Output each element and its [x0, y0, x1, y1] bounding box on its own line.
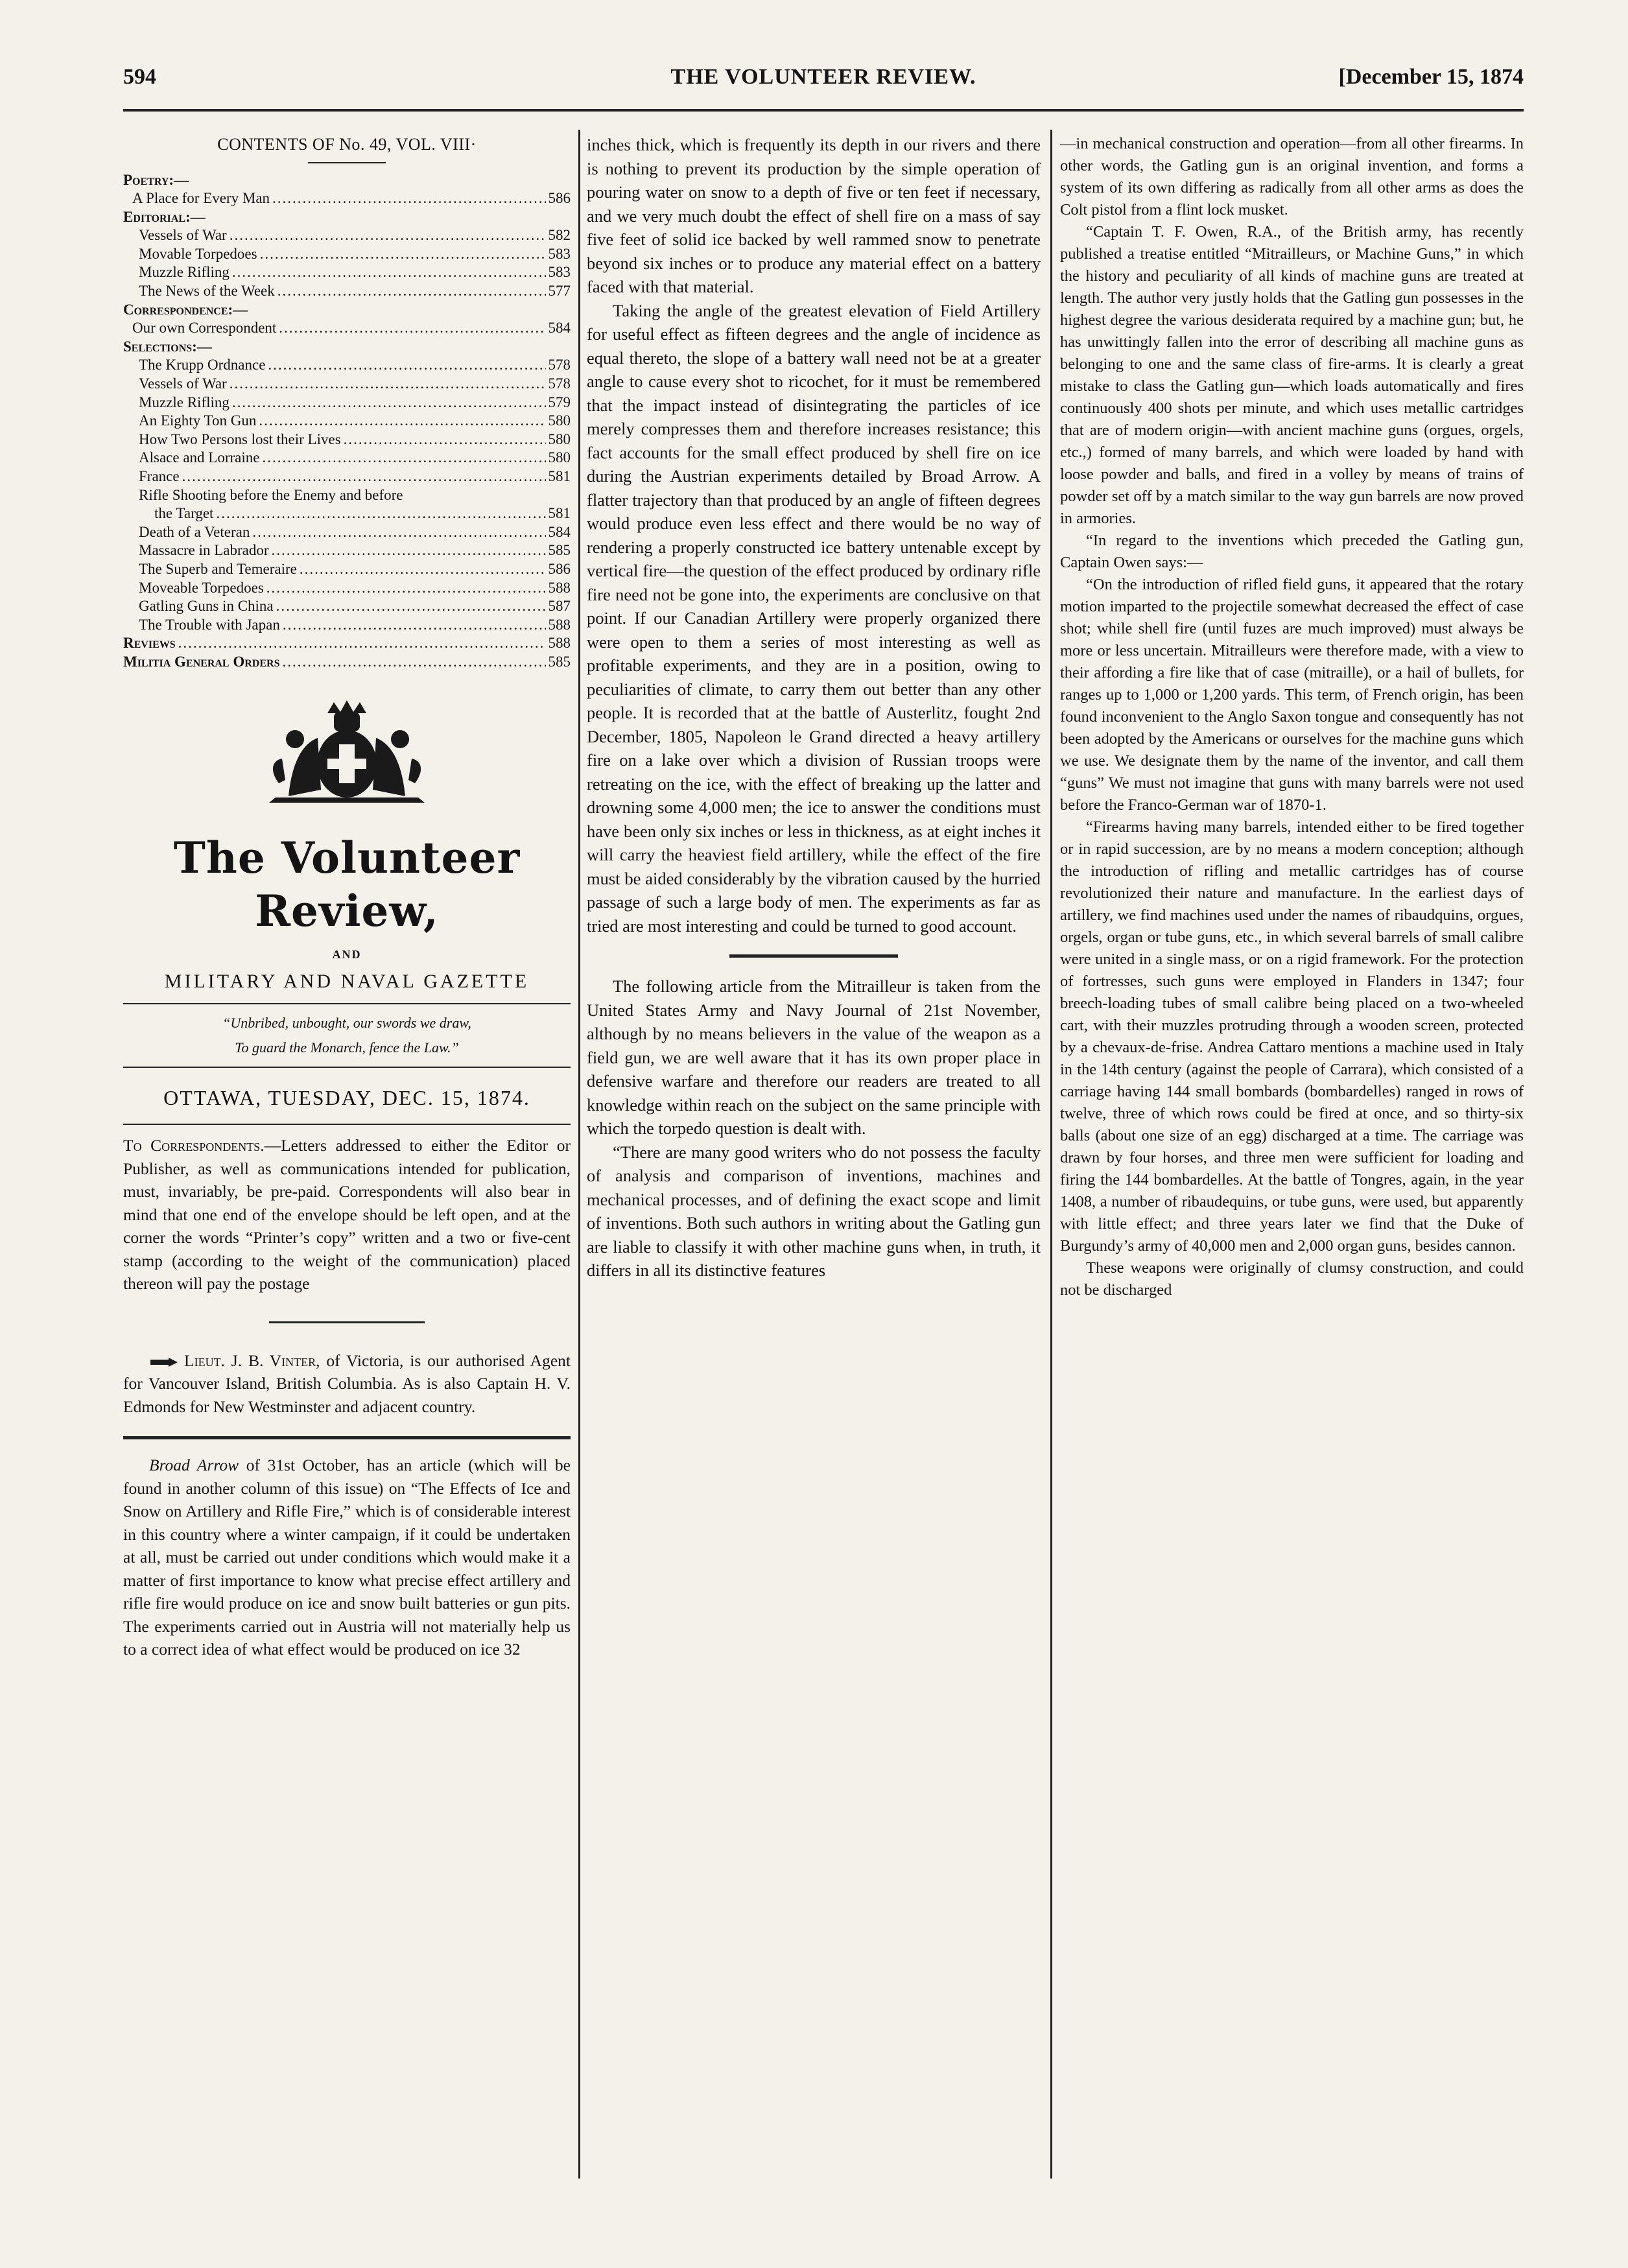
column-rule-2: [1050, 130, 1052, 2179]
toc-entry: Rifle Shooting before the Enemy and before: [139, 486, 403, 503]
publication-name: Broad Arrow: [149, 1456, 239, 1475]
table-of-contents: [123, 171, 571, 672]
toc-entry: Moveable Torpedoes ..... 588: [123, 579, 571, 598]
article-paragraph: inches thick, which is frequently its depth in our rivers and there is nothing to prevent its production by the simple operation of pouring water on snow to a depth of five or ten feet if necessary, and we very much doubt the effect of shell fire on a mass of say five feet of solid ice backed by well rammed snow to penetrate beyond six inches or to produce any material effect on a battery faced with that material.: [587, 135, 1041, 296]
royal-coat-of-arms-icon: [230, 699, 464, 809]
dateline: OTTAWA, TUESDAY, DEC. 15, 1874.: [163, 1085, 530, 1109]
toc-entry: Reviews ..... 588: [123, 634, 571, 653]
toc-entry: The News of the Week ..... 577: [123, 282, 571, 301]
toc-entry: the Target ..... 581: [123, 504, 571, 523]
motto-line-1: “Unbribed, unbought, our swords we draw,: [222, 1014, 471, 1031]
column-rule-1: [578, 130, 580, 2179]
toc-entry: The Superb and Temeraire ..... 586: [123, 560, 571, 579]
notice-body: —Letters addressed to either the Editor or Publisher, as well as communications intended for publication, must, invariably, be pre-paid. Correspondents will also bear in mind that one end of the envelope should be left open, and at the corner the words “Printer’s copy” written and a two or five-cent stamp (according to the weight of the communication) placed thereon will pay the postage: [123, 1136, 571, 1293]
article-paragraph: “In regard to the inventions which preceded the Gatling gun, Captain Owen says:—: [1060, 532, 1524, 571]
masthead-and: AND: [332, 947, 362, 961]
article-rule: [123, 1436, 571, 1439]
toc-entry: Massacre in Labrador ..... 585: [123, 541, 571, 560]
toc-entry: Muzzle Rifling ..... 583: [123, 263, 571, 282]
motto-line-2: To guard the Monarch, fence the Law.”: [235, 1039, 459, 1056]
article-paragraph: —in mechanical construction and operation—from all other firearms. In other words, the Gatling gun is an original invention, and forms a system of its own differing as radically from all other arms as does the Colt pistol from a flint lock musket.: [1060, 135, 1524, 219]
contents-title: CONTENTS OF No. 49, VOL. VIII·: [217, 135, 477, 154]
agent-body: of Victoria, is our authorised Agent for Vancouver Island, British Columbia. As is also Captain H. V. Edmonds for New Westminster and adjacent country.: [123, 1351, 571, 1416]
page-number: 594: [123, 65, 156, 89]
dateline-rule: [123, 1124, 571, 1125]
correspondents-notice: [123, 1134, 571, 1295]
toc-section-heading: Editorial:—: [123, 208, 206, 225]
toc-entry: Alsace and Lorraine ..... 580: [123, 449, 571, 467]
agent-lead: Lieut. J. B. Vinter,: [184, 1351, 320, 1370]
article-paragraph: “There are many good writers who do not possess the faculty of analysis and comparison of inventions, machines and mechanical processes, and of defining the exact scope and limit of inventions. Both such authors in writing about the Gatling gun are liable to classify it with other machine guns when, in truth, it differs in all its distinctive features: [587, 1142, 1041, 1280]
running-title: THE VOLUNTEER REVIEW.: [670, 65, 976, 89]
article-paragraph: Broad Arrow of 31st October, has an article (which will be found in another column of this issue) on “The Effects of Ice and Snow on Artillery and Rifle Fire,” which is of considerable interest in this country where a winter campaign, if it could be undertaken at all, must be carried out under conditions which would make it a matter of first importance to know what precise effect artillery and rifle fire would produce on ice and snow built batteries or gun pits. The experiments carried out in Austria will not materially help us to a correct idea of what effect would be produced on ice 32: [123, 1456, 571, 1659]
toc-entry: Gatling Guns in China ..... 587: [123, 597, 571, 616]
contents-rule: [308, 162, 386, 163]
column-1: [123, 133, 571, 1661]
article-paragraph: Taking the angle of the greatest elevation of Field Artillery for useful effect as fifteen degrees and the angle of incidence as equal thereto, the slope of a battery wall need not be at a greater angle to cause every shot to ricochet, for it must be remembered that the impact instead of disintegrating the particles of ice merely compresses them and therefore increases resistance; this fact accounts for the small effect produced by shell fire on ice during the Austrian experiments detailed by Broad Arrow. A flatter trajectory than that produced by an angle of fifteen degrees would produce even less effect and there would be no way of rendering a properly constructed ice battery untenable except by vertical fire—the question of the effect produced by ordinary rifle fire need not be gone into, the experiments are conclusive on that point. If our Canadian Artillery were properly organized there were open to them a series of most interesting as well as profitable experiments, and they are in a position, owing to peculiarities of climate, to carry them out better than any other people. It is recorded that at the battle of Austerlitz, fought 2nd December, 1805, Napoleon le Grand directed a heavy artillery fire on a lake over which a division of Russian troops were retreating on the ice, with the effect of breaking up the latter and drowning some 4,000 men; the ice to answer the conditions must have been only six inches or less in thickness, as at eight inches it will carry the heaviest field artillery, while the effect of the fire must be aided considerably by the vibration caused by the hurried passage of such a large body of men. The experiments as far as tried are most interesting and could be turned to good account.: [587, 300, 1041, 936]
article-paragraph: “Captain T. F. Owen, R.A., of the British army, has recently published a treatise entitled “Mitrailleurs, or Machine Guns,” in which the history and peculiarity of all kinds of machine guns are treated at length. The author very justly holds that the Gatling gun possesses in the highest degree the various desiderata required by a machine gun; but, he has unwittingly fallen into the error of describing all machine guns as belonging to one and the same class of fire-arms. It is clearly a great mistake to class the Gatling gun—which loads automatically and fires continuously 400 shots per minute, and which uses metallic cartridges that are of modern origin—with ancient machine guns (orgues, orgels, etc.,) formed of many barrels, and which were loaded by hand with loose powder and balls, and fired in a volley by means of trains of powder set off by a match similar to the way gun barrels are now proved in armories.: [1060, 223, 1524, 527]
header-date: [December 15, 1874: [1338, 65, 1524, 89]
article-paragraph: “On the introduction of rifled field guns, it appeared that the rotary motion imparted to the projectile somewhat decreased the effect of case shot; while shell fire (until fuzes are much improved) must always be more or less uncertain. Mitrailleurs were therefore made, with a view to their affording a fire like that of case (mitraille), or a hail of bullets, for ranges up to 1,000 or 1,200 yards. This term, of French origin, has been found inconvenient to the Anglo Saxon tongue and consequently has not been adopted by the Americans or ourselves for the machine guns which we use. We designate them by the name of the inventor, and call them “guns” We must not imagine that guns with many barrels were not used before the Franco-German war of 1870-1.: [1060, 576, 1524, 814]
motto-rule: [123, 1067, 571, 1068]
article-paragraph: “Firearms having many barrels, intended either to be fired together or in rapid succession, are by no means a modern conception; although the introduction of rifling and metallic cartridges has of course revolutionized their nature and manufacture. In the earliest days of artillery, we find machines used under the names of ribaudquins, orgues, orgels, organ or tube guns, etc., in which several barrels of small calibre were united in a single mass, or on a rigid framework. For the protection of fortresses, such guns were employed in Flanders in 1347; four breech-loading tubes of small calibre being placed on a two-wheeled cart, with their muzzles protruding through a wooden screen, protected by a chevaux-de-frise. Andrea Cattaro mentions a machine used in Italy in the 14th century (against the people of Carrara), which consisted of a carriage having 144 small bombards (bombardelles) ranged in rows of twelve, three of which rows could be fired at once, and so thirty-six balls (about one size of an egg) discharged at a time. The carriage was drawn by four horses, and three men were sufficient for loading and firing the 144 bombardelles. At the battle of Tongres, again, in the year 1408, a number of ribaudequins, or tube guns, were used, but apparently with little effect; and three years later we find that the Duke of Burgundy’s army of 40,000 men and 2,000 organ guns, besides cannon.: [1060, 818, 1524, 1255]
header-rule: [123, 109, 1524, 112]
toc-entry: Militia General Orders ..... 585: [123, 653, 571, 672]
article-paragraph: The following article from the Mitrailleur is taken from the United States Army and Navy Journal of 21st November, although by no means believers in the value of the weapon as a field gun, we are well aware that it has its own proper place in defensive warfare and therefore our readers are treated to all knowledge within reach on the subject on the same principle with which the torpedo question is dealt with.: [587, 976, 1041, 1138]
masthead-subtitle: MILITARY AND NAVAL GAZETTE: [164, 971, 530, 993]
toc-entry: A Place for Every Man ..... 586: [123, 189, 571, 208]
toc-entry: Our own Correspondent ..... 584: [123, 319, 571, 338]
masthead-title: The Volunteer Review,: [173, 832, 521, 936]
toc-entry: How Two Persons lost their Lives ..... 580: [123, 431, 571, 449]
article-paragraph: These weapons were originally of clumsy construction, and could not be discharged: [1060, 1259, 1524, 1299]
page-header: [123, 65, 1524, 104]
toc-section-heading: Correspondence:—: [123, 301, 248, 318]
toc-entry: Vessels of War ..... 582: [123, 226, 571, 245]
masthead-rule: [123, 1003, 571, 1004]
toc-entry: Vessels of War ..... 578: [123, 375, 571, 394]
toc-entry: The Trouble with Japan ..... 588: [123, 616, 571, 635]
toc-section-heading: Selections:—: [123, 338, 212, 355]
toc-entry: Death of a Veteran ..... 584: [123, 523, 571, 542]
column-2: [587, 133, 1041, 1282]
toc-entry: The Krupp Ordnance ..... 578: [123, 356, 571, 375]
toc-section-heading: Poetry:—: [123, 171, 189, 188]
column-3: [1060, 133, 1524, 1301]
section-rule: [269, 1321, 425, 1323]
toc-entry: Muzzle Rifling ..... 579: [123, 394, 571, 412]
toc-entry: An Eighty Ton Gun ..... 580: [123, 412, 571, 431]
agent-notice: [123, 1349, 571, 1419]
toc-entry: Movable Torpedoes ..... 583: [123, 245, 571, 264]
notice-lead: To Correspondents.: [123, 1136, 265, 1155]
pointing-hand-icon: [149, 1356, 179, 1369]
toc-entry: France ..... 581: [123, 467, 571, 486]
article-rule: [729, 954, 898, 958]
